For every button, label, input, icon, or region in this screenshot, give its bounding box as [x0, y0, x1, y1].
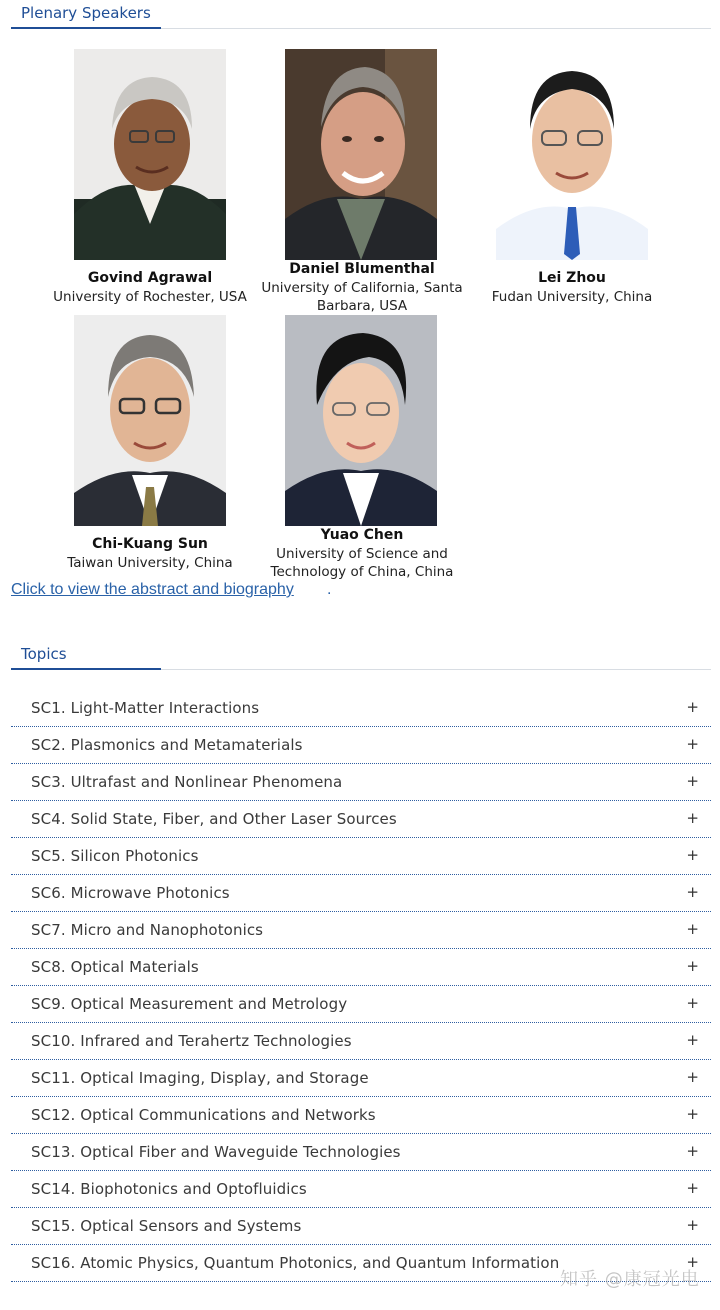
topics-accordion [11, 690, 711, 1282]
topic-label: SC10. Infrared and Terahertz Technologies [31, 1032, 352, 1050]
link-period: . [327, 581, 332, 598]
expand-plus-icon[interactable]: + [686, 957, 699, 975]
topic-item-sc10[interactable] [11, 1023, 711, 1060]
topic-label: SC5. Silicon Photonics [31, 847, 199, 865]
topic-item-sc15[interactable] [11, 1208, 711, 1245]
topic-label: SC12. Optical Communications and Networks [31, 1106, 376, 1124]
speaker-photo-zhou [496, 49, 648, 260]
topic-item-sc12[interactable] [11, 1097, 711, 1134]
topic-item-sc14[interactable] [11, 1171, 711, 1208]
speaker-name: Govind Agrawal [87, 270, 213, 286]
speaker-photo-agrawal [74, 49, 226, 260]
topic-label: SC1. Light-Matter Interactions [31, 699, 260, 717]
speaker-photo-sun [74, 315, 226, 526]
topic-label: SC2. Plasmonics and Metamaterials [31, 736, 303, 754]
topic-item-sc13[interactable] [11, 1134, 711, 1171]
topic-label: SC9. Optical Measurement and Metrology [31, 995, 348, 1013]
speaker-affiliation: University of California, Santa Barbara, USA [261, 280, 463, 314]
topic-label: SC14. Biophotonics and Optofluidics [31, 1180, 307, 1198]
speaker-affiliation: University of Rochester, USA [53, 289, 247, 305]
topic-label: SC11. Optical Imaging, Display, and Storage [31, 1069, 369, 1087]
topic-item-sc2[interactable] [11, 727, 711, 764]
expand-plus-icon[interactable]: + [686, 772, 699, 790]
topic-label: SC3. Ultrafast and Nonlinear Phenomena [31, 773, 343, 791]
topics-title: Topics [11, 642, 161, 670]
expand-plus-icon[interactable]: + [686, 1142, 699, 1160]
topic-item-sc4[interactable] [11, 801, 711, 838]
expand-plus-icon[interactable]: + [686, 1068, 699, 1086]
expand-plus-icon[interactable]: + [686, 994, 699, 1012]
expand-plus-icon[interactable]: + [686, 1179, 699, 1197]
topic-item-sc5[interactable] [11, 838, 711, 875]
expand-plus-icon[interactable]: + [686, 1105, 699, 1123]
speaker-affiliation: University of Science and Technology of China, China [270, 546, 454, 580]
expand-plus-icon[interactable]: + [686, 809, 699, 827]
topic-label: SC4. Solid State, Fiber, and Other Laser Sources [31, 810, 397, 828]
topic-item-sc6[interactable] [11, 875, 711, 912]
abstract-biography-link[interactable]: Click to view the abstract and biography [11, 581, 294, 598]
speaker-photo-chen [285, 315, 437, 526]
speaker-name: Yuao Chen [320, 527, 404, 543]
speaker-name: Daniel Blumenthal [289, 261, 435, 277]
topic-item-sc9[interactable] [11, 986, 711, 1023]
speaker-affiliation: Fudan University, China [491, 289, 653, 305]
topic-item-sc3[interactable] [11, 764, 711, 801]
topic-label: SC15. Optical Sensors and Systems [31, 1217, 302, 1235]
topic-item-sc11[interactable] [11, 1060, 711, 1097]
topic-label: SC13. Optical Fiber and Waveguide Technologies [31, 1143, 401, 1161]
expand-plus-icon[interactable]: + [686, 920, 699, 938]
speaker-name: Chi-Kuang Sun [92, 536, 208, 552]
plenary-speakers-title: Plenary Speakers [11, 1, 161, 29]
topic-item-sc7[interactable] [11, 912, 711, 949]
speaker-affiliation: Taiwan University, China [67, 555, 233, 571]
expand-plus-icon[interactable]: + [686, 846, 699, 864]
expand-plus-icon[interactable]: + [686, 883, 699, 901]
topic-label: SC7. Micro and Nanophotonics [31, 921, 264, 939]
topic-item-sc1[interactable] [11, 690, 711, 727]
speaker-name: Lei Zhou [538, 270, 606, 286]
expand-plus-icon[interactable]: + [686, 1216, 699, 1234]
topic-item-sc8[interactable] [11, 949, 711, 986]
watermark: 知乎 @康冠光电 [560, 1269, 700, 1290]
speaker-photo-blumenthal [285, 49, 437, 260]
topic-label: SC6. Microwave Photonics [31, 884, 230, 902]
topic-label: SC16. Atomic Physics, Quantum Photonics, and Quantum Information [31, 1254, 560, 1272]
plenary-speakers-header [11, 0, 711, 29]
topics-header [11, 641, 711, 670]
expand-plus-icon[interactable]: + [686, 1253, 699, 1271]
expand-plus-icon[interactable]: + [686, 1031, 699, 1049]
topic-label: SC8. Optical Materials [31, 958, 199, 976]
expand-plus-icon[interactable]: + [686, 698, 699, 716]
expand-plus-icon[interactable]: + [686, 735, 699, 753]
